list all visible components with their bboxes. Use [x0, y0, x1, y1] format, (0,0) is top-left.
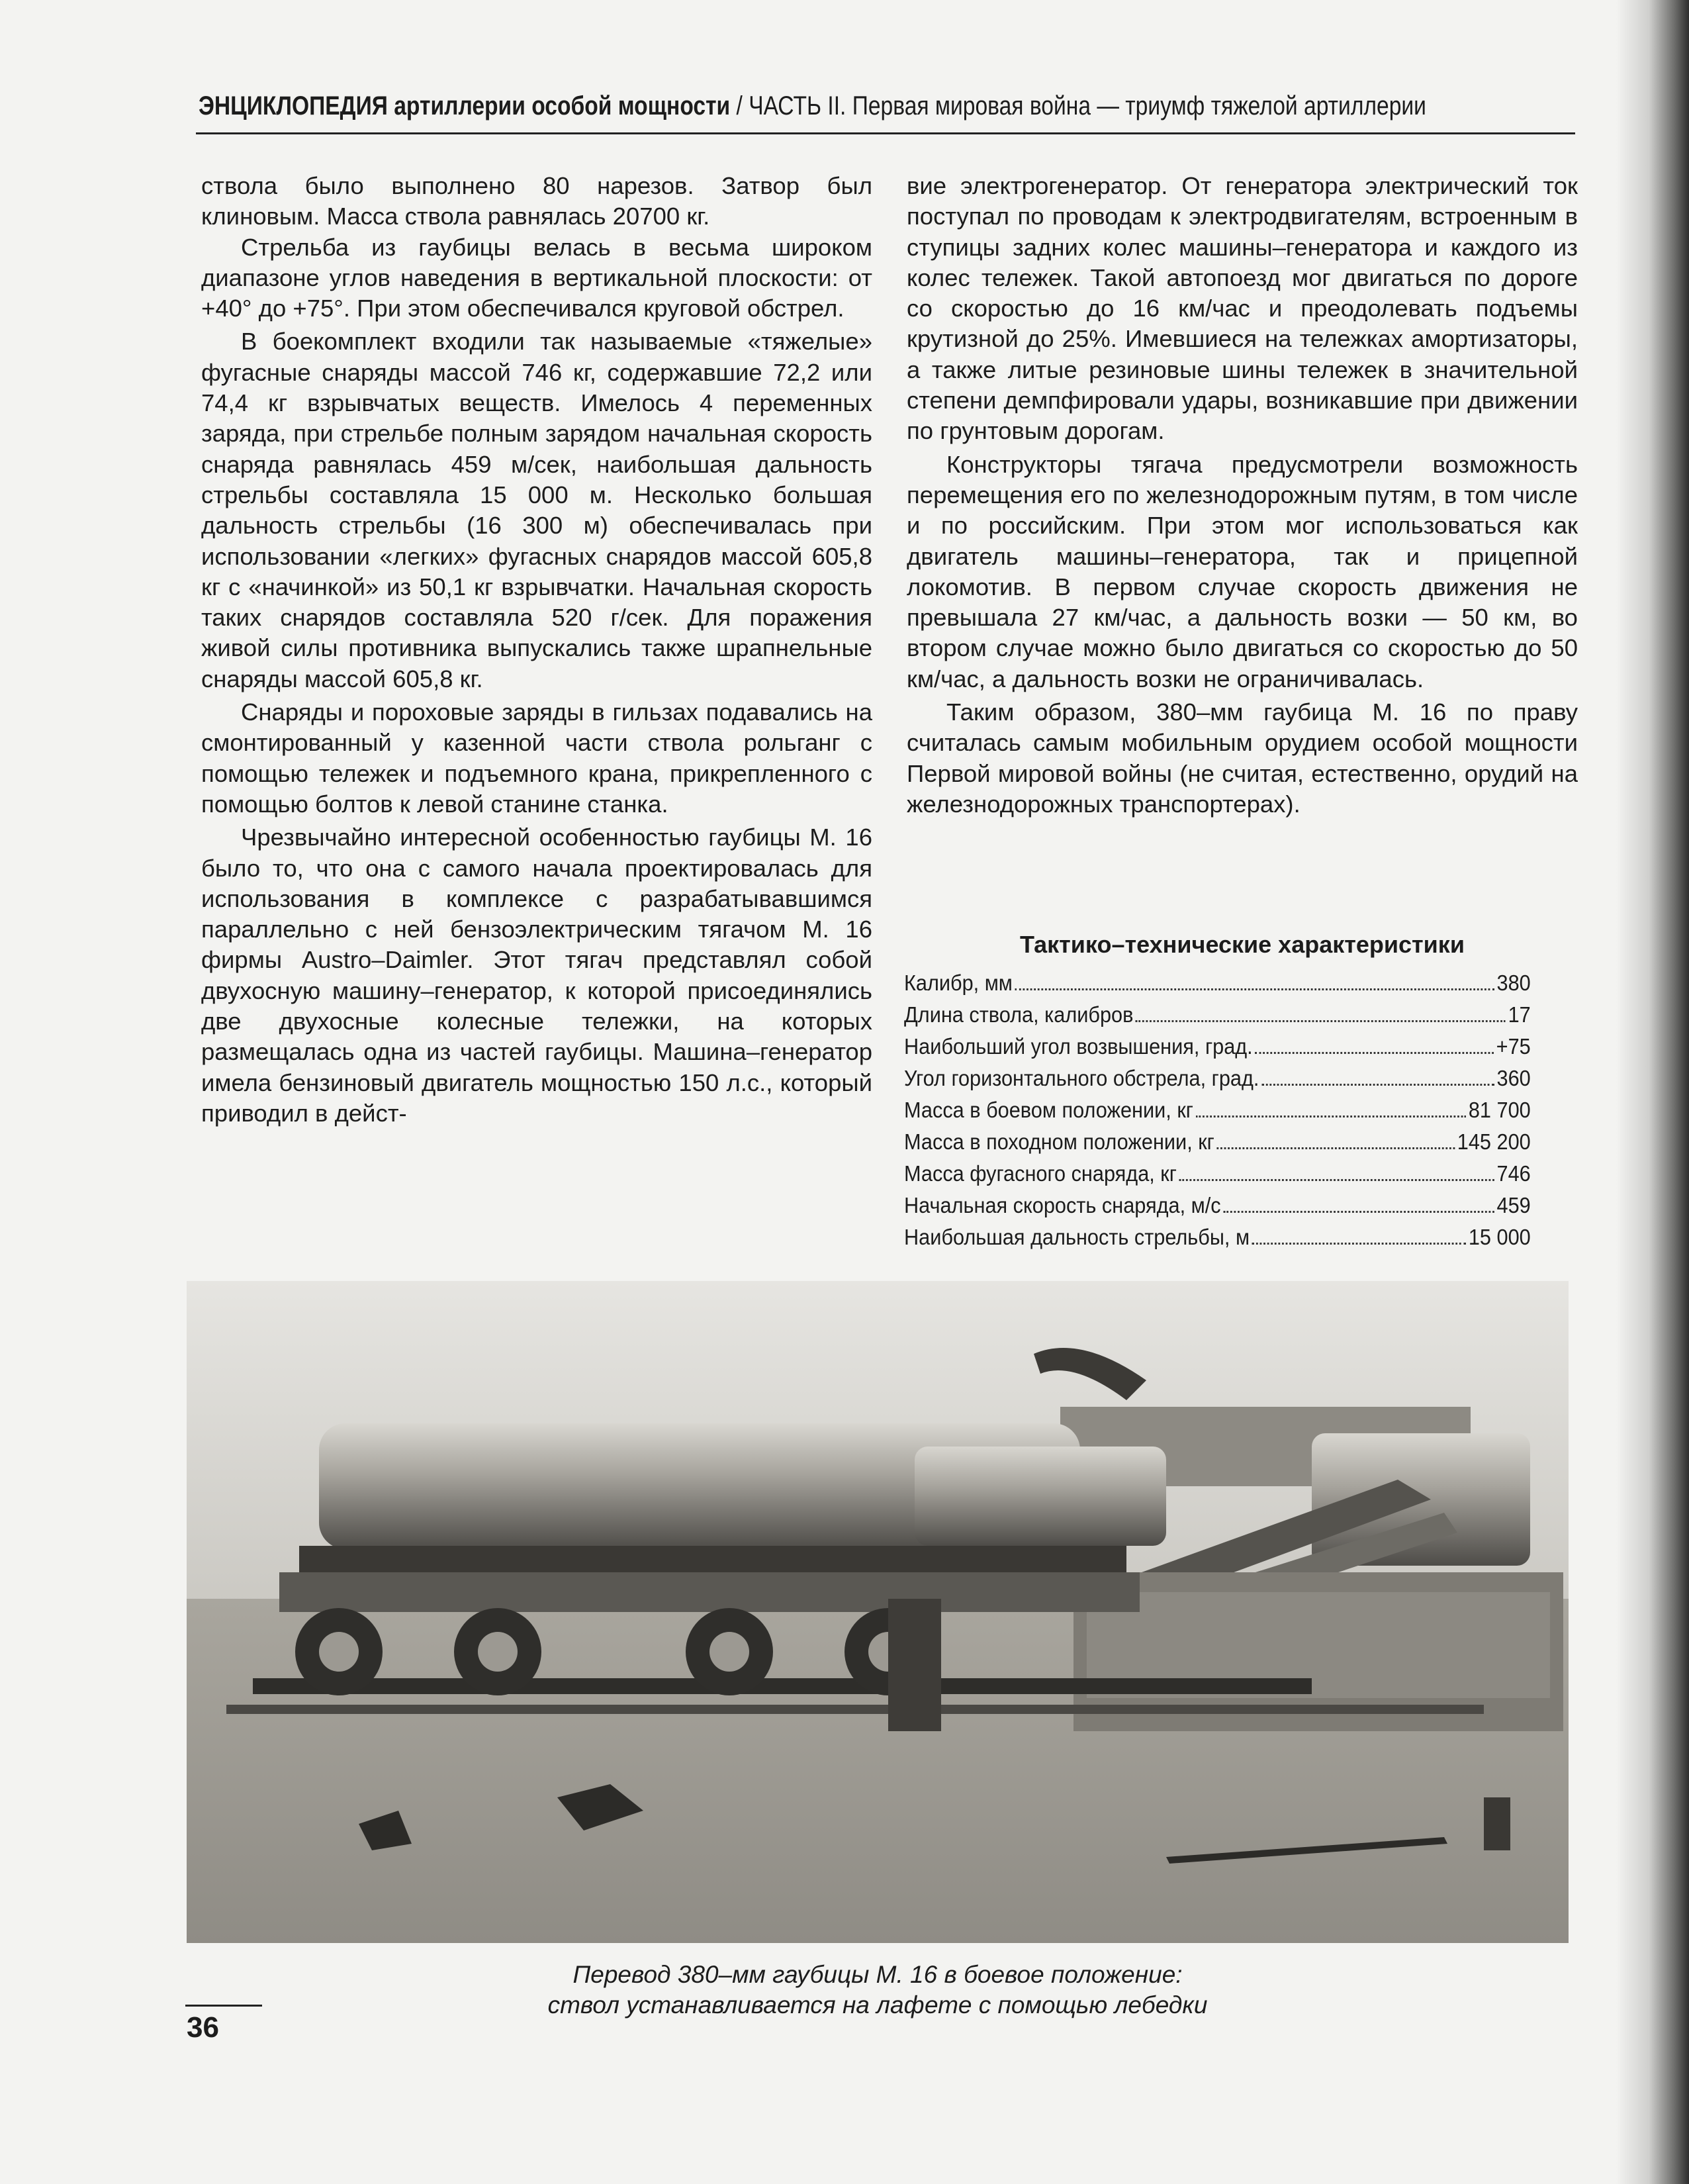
paragraph: Чрезвычайно интересной особенностью гаубицы М. 16 было то, что она с самого начала проектировалась для использования в комплексе с разрабатывавшимся параллельно с ней бензоэлектрическим тягачом М. 16 фирмы Austro–Daimler. Этот тягач представлял собой двухосную машину–генератор, к которой присоединялись две двухосные колесные тележки, на которых размещалась одна из частей гаубицы. Машина–генератор имела бензиновый двигатель мощностью 150 л.с., который приводил в дейст- — [201, 824, 872, 1127]
spec-row — [904, 1161, 1531, 1193]
howitzer-photo — [187, 1281, 1569, 1943]
paragraph: Снаряды и пороховые заряды в гильзах подавались на смонтированный у казенной части ствола рольганг с помощью тележек и подъемного крана, прикрепленного с помощью болтов к левой станине станка. — [201, 698, 872, 818]
spec-value: 746 — [1496, 1161, 1531, 1186]
paragraph: ствола было выполнено 80 нарезов. Затвор был клиновым. Масса ствола равнялась 20700 кг. — [201, 172, 872, 230]
spec-value: 81 700 — [1468, 1098, 1531, 1122]
left-column — [201, 171, 872, 1129]
spec-label: Масса фугасного снаряда, кг — [904, 1161, 1177, 1186]
header-rule — [196, 132, 1575, 134]
spec-row — [904, 1129, 1531, 1161]
spec-leader-dots — [1252, 1243, 1466, 1245]
spec-value: 360 — [1496, 1066, 1531, 1090]
spec-value: 17 — [1508, 1002, 1531, 1027]
spec-value: 15 000 — [1468, 1225, 1531, 1249]
spec-leader-dots — [1015, 988, 1494, 990]
spec-leader-dots — [1255, 1052, 1494, 1054]
spec-leader-dots — [1136, 1020, 1506, 1022]
paragraph: В боекомплект входили так называемые «тяжелые» фугасные снаряды массой 746 кг, содержавшие 72,2 или 74,4 кг взрывчатых веществ. Имелось 4 переменных заряда, при стрельбе полным зарядом начальная скорость снаряда равнялась 459 м/сек, наибольшая дальность стрельбы составляла 15 000 м. Несколько большая дальность стрельбы (16 300 м) обеспечивалась при использовании «легких» фугасных снарядов массой 605,8 кг с «начинкой» из 50,1 кг взрывчатки. Начальная скорость таких снарядов составляла 520 г/сек. Для поражения живой силы противника выпускались также шрапнельные снаряды массой 605,8 кг. — [201, 328, 872, 692]
specs-title: Тактико–технические характеристики — [1020, 931, 1465, 958]
paragraph: Конструкторы тягача предусмотрели возможность перемещения его по железнодорожным путям, в том числе и по российским. При этом мог использоваться как двигатель машины–генератора, так и прицепной локомотив. В первом случае скорость движения не превышала 27 км/час, а дальность возки — 50 км, во втором случае можно было двигаться со скоростью до 50 км/час, а дальность возки не ограничивалась. — [907, 450, 1578, 692]
spec-value: 145 200 — [1457, 1129, 1531, 1154]
spec-label: Масса в боевом положении, кг — [904, 1098, 1193, 1122]
spec-label: Наибольшая дальность стрельбы, м — [904, 1225, 1250, 1249]
spec-leader-dots — [1261, 1084, 1494, 1086]
spec-row — [904, 1066, 1531, 1098]
page-edge-shadow — [1616, 0, 1689, 2184]
paragraph: Стрельба из гаубицы велась в весьма широком диапазоне углов наведения в вертикальной плоскости: от +40° до +75°. При этом обеспечивался круговой обстрел. — [201, 233, 872, 322]
spec-row — [904, 1002, 1531, 1034]
running-header — [199, 91, 1426, 121]
specs-table — [904, 971, 1531, 1257]
spec-label: Угол горизонтального обстрела, град. — [904, 1066, 1259, 1090]
spec-row — [904, 1098, 1531, 1129]
paragraph: вие электрогенератор. От генератора электрический ток поступал по проводам к электродвигателям, встроенным в ступицы задних колес машины–генератора и каждого из колес тележек. Такой автопоезд мог двигаться по дороге со скоростью до 16 км/час и преодолевать подъемы крутизной до 25%. Имевшиеся на тележках амортизаторы, а также литые резиновые шины тележек в значительной степени демпфировали удары, возникавшие при движении по грунтовым дорогам. — [907, 172, 1578, 445]
page-number-rule — [185, 2005, 262, 2007]
spec-leader-dots — [1196, 1116, 1466, 1117]
page-number: 36 — [187, 2011, 219, 2044]
spec-label: Длина ствола, калибров — [904, 1002, 1134, 1027]
header-part-title: / ЧАСТЬ II. Первая мировая война — триумф тяжелой артиллерии — [730, 91, 1426, 120]
spec-value: +75 — [1496, 1034, 1531, 1059]
spec-label: Калибр, мм — [904, 971, 1013, 995]
spec-value: 380 — [1496, 971, 1531, 995]
spec-row — [904, 1034, 1531, 1066]
spec-label: Наибольший угол возвышения, град. — [904, 1034, 1253, 1059]
spec-label: Масса в походном положении, кг — [904, 1129, 1214, 1154]
spec-leader-dots — [1217, 1147, 1455, 1149]
spec-leader-dots — [1223, 1211, 1494, 1213]
photo-caption — [187, 1960, 1569, 2020]
spec-leader-dots — [1179, 1179, 1494, 1181]
spec-label: Начальная скорость снаряда, м/с — [904, 1193, 1221, 1217]
caption-line: Перевод 380–мм гаубицы М. 16 в боевое положение: — [572, 1961, 1183, 1988]
right-column — [907, 171, 1578, 820]
caption-line: ствол устанавливается на лафете с помощью лебедки — [547, 1991, 1208, 2018]
spec-value: 459 — [1496, 1193, 1531, 1217]
spec-row — [904, 1193, 1531, 1225]
spec-row — [904, 1225, 1531, 1257]
paragraph: Таким образом, 380–мм гаубица М. 16 по праву считалась самым мобильным орудием особой мощности Первой мировой войны (не считая, естественно, орудий на железнодорожных транспортерах). — [907, 698, 1578, 818]
header-book-title: ЭНЦИКЛОПЕДИЯ артиллерии особой мощности — [199, 91, 731, 120]
spec-row — [904, 971, 1531, 1002]
